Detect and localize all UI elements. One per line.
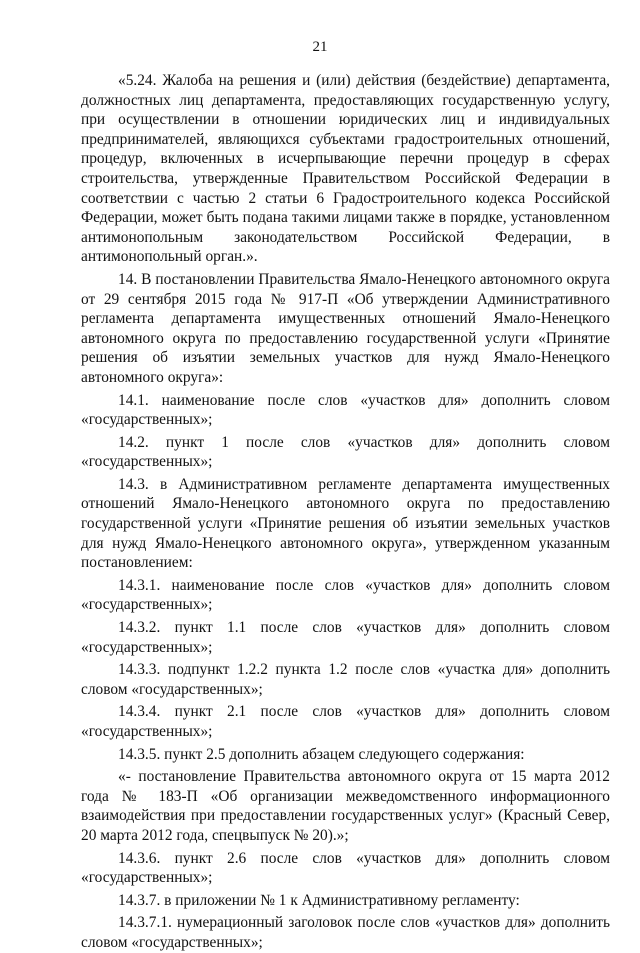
page-number: 21 [312, 39, 328, 55]
paragraph-14-1: 14.1. наименование после слов «участков для» дополнить словом «государственных»; [81, 391, 610, 429]
paragraph-14-2: 14.2. пункт 1 после слов «участков для» дополнить словом «государственных»; [81, 433, 610, 471]
paragraph-14-3-7: 14.3.7. в приложении № 1 к Административному регламенту: [118, 891, 520, 909]
paragraph-quoted-decree: «- постановление Правительства автономного округа от 15 марта 2012 года № 183-П «Об организации межведомственного информационного взаимодействия при предоставлении государственных услуг» (Красный Север, 20 марта 2012 года, спецвыпуск № 20).»; [81, 768, 610, 844]
paragraph-14: 14. В постановлении Правительства Ямало-Ненецкого автономного округа от 29 сентября 2015 года № 917-П «Об утверждении Административного регламента департамента имущественных отношений Ямало-Ненецкого автономного округа по предоставлению государственной услуги «Принятие решения об изъятии земельных участков для нужд Ямало-Ненецкого автономного округа»: [81, 270, 610, 386]
paragraph-14-3-1: 14.3.1. наименование после слов «участков для» дополнить словом «государственных»; [81, 576, 610, 614]
paragraph-14-3-3: 14.3.3. подпункт 1.2.2 пункта 1.2 после слов «участка для» дополнить словом «государственных»; [81, 661, 610, 698]
paragraph-14-3-6: 14.3.6. пункт 2.6 после слов «участков для» дополнить словом «государственных»; [81, 849, 610, 887]
paragraph-14-3-4: 14.3.4. пункт 2.1 после слов «участков для» дополнить словом «государственных»; [81, 703, 610, 740]
paragraph-14-3: 14.3. в Административном регламенте департамента имущественных отношений Ямало-Ненецкого автономного округа по предоставлению государственной услуги «Принятие решения об изъятии земельных участков для нужд Ямало-Ненецкого автономного округа», утвержденном указанным постановлением: [81, 475, 610, 572]
paragraph-5-24: «5.24. Жалоба на решения и (или) действия (бездействие) департамента, должностных лиц департамента, предоставляющих государственную услугу, при осуществлении в отношении юридических лиц и индивидуальных предпринимателей, являющихся субъектами градостроительных отношений, процедур, включенных в исчерпывающие перечни процедур в сферах строительства, утвержденные Правительством Российской Федерации в соответствии с частью 2 статьи 6 Градостроительного кодекса Российской Федерации, может быть подана такими лицами также в порядке, установленном антимонопольным законодательством Российской Федерации, в антимонопольный орган.». [81, 72, 610, 266]
document-body [81, 71, 610, 953]
paragraph-14-3-2: 14.3.2. пункт 1.1 после слов «участков для» дополнить словом «государственных»; [81, 619, 610, 656]
paragraph-14-3-5: 14.3.5. пункт 2.5 дополнить абзацем следующего содержания: [118, 745, 525, 763]
paragraph-14-3-7-1: 14.3.7.1. нумерационный заголовок после слов «участков для» дополнить словом «государственных»; [81, 914, 610, 951]
